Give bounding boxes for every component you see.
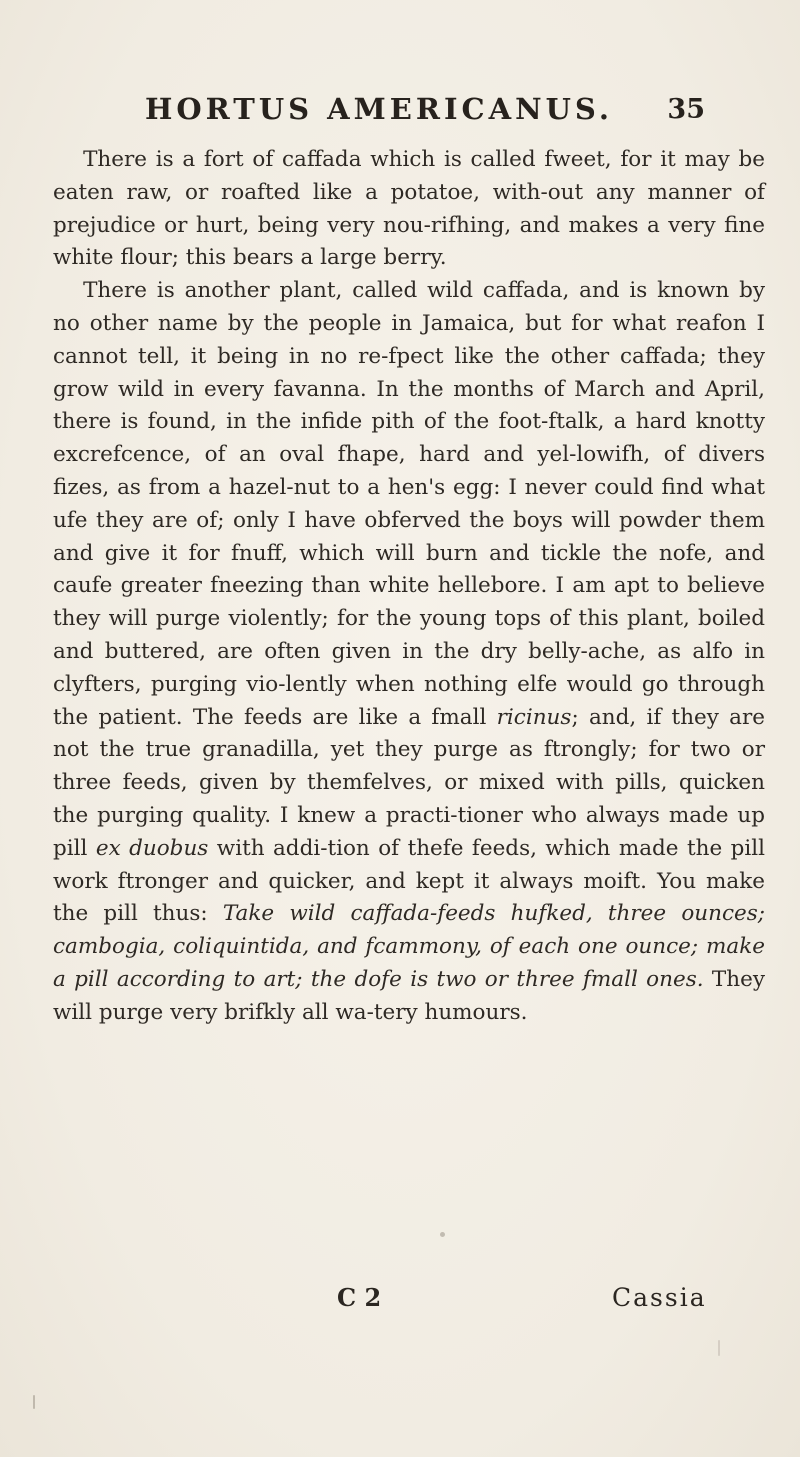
paragraph-text: with addi-tion of thefe feeds, which made the pill work ftronger and quicker, and kept it always moift. You make the pill thus: (53, 835, 766, 927)
running-head (145, 92, 705, 136)
page-number: 35 (667, 94, 705, 125)
page-footer (0, 1283, 800, 1323)
paper-speck (718, 1340, 720, 1356)
catchword: Cassia (612, 1283, 707, 1312)
italic-term-ricinus: ricinus (496, 704, 572, 730)
recipe-text: Take wild caffada-feeds hufked, three ounces; cambogia, coliquintida, and fcammony, of each one ounce; make a pill according to art; the dofe is two or three fmall ones. (53, 901, 766, 992)
running-title: HORTUS AMERICANUS. (145, 92, 613, 126)
signature-mark: C 2 (337, 1283, 382, 1312)
italic-term-ex-duobus: ex duobus (95, 835, 209, 861)
paragraph-text: They will purge very brifkly all wa-tery humours. (53, 966, 765, 1025)
paragraph-sweet-cassada (53, 144, 765, 275)
paragraph-text: There is a fort of caffada which is called fweet, for it may be eaten raw, or roafted like a potatoe, with-out any manner of prejudice or hurt, being very nou-rifhing, and makes a very fine white flour; this bears a large berry. (53, 147, 765, 271)
paper-speck (440, 1232, 445, 1237)
paragraph-text: ; and, if they are not the true granadilla, yet they purge as ftrongly; for two or three feeds, given by themfelves, or mixed with pills, quicken the purging quality. I knew a practi-tioner who always made up pill (53, 704, 765, 861)
body-text (53, 144, 765, 1030)
paper-speck (33, 1395, 35, 1409)
paragraph-text: There is another plant, called wild caffada, and is known by no other name by the people in Jamaica, but for what reafon I cannot tell, it being in no re-fpect like the other caffada; they grow wild in every favanna. In the months of March and April, there is found, in the infide pith of the foot-ftalk, a hard knotty excrefcence, of an oval fhape, hard and yel-lowifh, of divers fizes, as from a hazel-nut to a hen's egg: I never could find what ufe they are of; only I have obferved the boys will powder them and give it for fnuff, which will burn and tickle the nofe, and caufe greater fneezing than white hellebore. I am apt to believe they will purge violently; for the young tops of this plant, boiled and buttered, are often given in the dry belly-ache, as alfo in clyfters, purging vio-lently when nothing elfe would go through the patient. The feeds are like a fmall (53, 278, 765, 730)
paragraph-wild-cassada (53, 275, 765, 1029)
